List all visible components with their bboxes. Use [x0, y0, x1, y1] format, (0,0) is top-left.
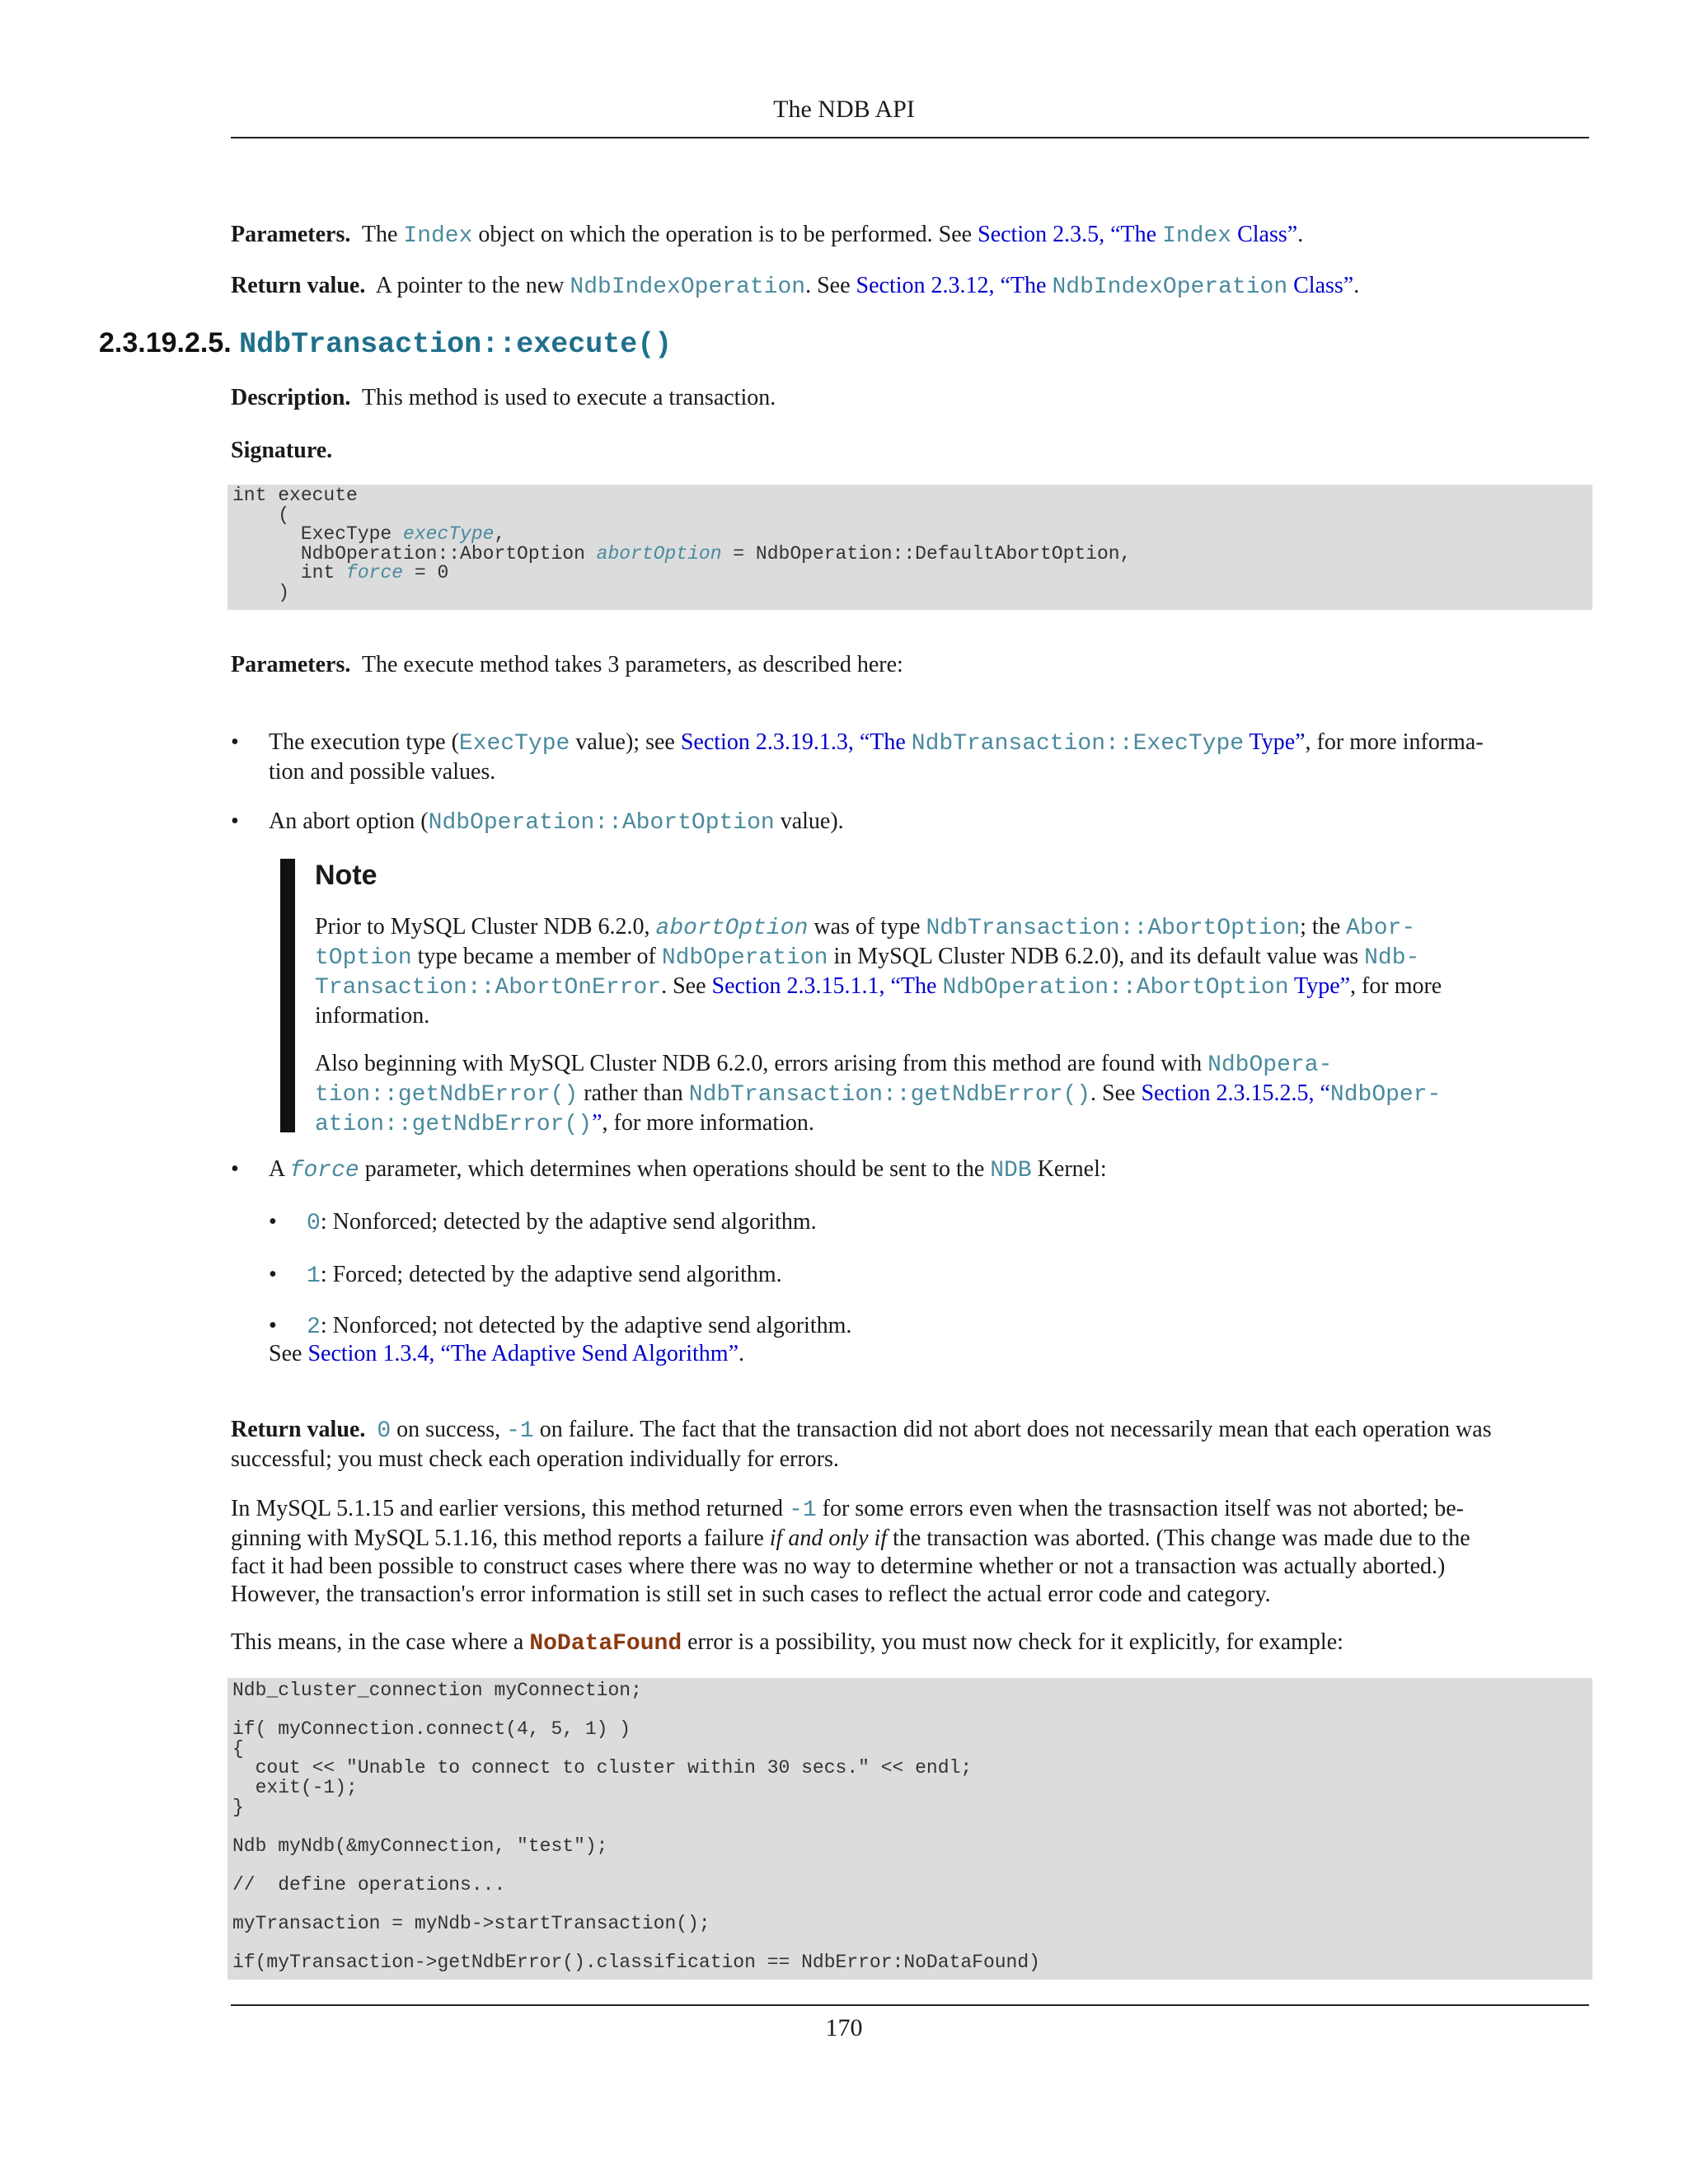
bullet-marker: • — [269, 1313, 277, 1338]
text: : Forced; detected by the adaptive send algorithm. — [320, 1262, 782, 1287]
section-number: 2.3.19.2.5. — [99, 327, 232, 359]
index-class-link[interactable] — [978, 222, 1297, 247]
text: : Nonforced; detected by the adaptive send algorithm. — [320, 1209, 817, 1235]
bullet-marker: • — [269, 1262, 277, 1287]
text: A — [269, 1156, 290, 1182]
text: , for more information. — [602, 1110, 814, 1136]
inline-code: abortOption — [655, 916, 809, 941]
text: parameter, which determines when operations should be sent to the — [359, 1156, 991, 1182]
inline-code: NdbOpera- — [1207, 1052, 1333, 1078]
inline-code: Index — [403, 223, 473, 249]
code-line — [232, 1856, 1587, 1876]
signature-code-block — [227, 485, 1592, 610]
link-text: Section 2.3.15.1.1, “The — [711, 973, 943, 999]
code-line — [232, 1896, 1587, 1915]
parameters-label: Parameters. — [231, 652, 351, 677]
ndbindexoperation-class-link[interactable] — [856, 273, 1354, 298]
text: Also beginning with MySQL Cluster NDB 6.2.0, errors arising from this method are found with — [315, 1051, 1208, 1076]
history-paragraph — [231, 1495, 1591, 1609]
inline-code: tOption — [315, 945, 412, 971]
text: tion and possible values. — [269, 759, 496, 785]
example-code-block — [227, 1678, 1592, 1980]
text: . — [1297, 222, 1304, 247]
getndberror-link[interactable] — [1141, 1080, 1441, 1106]
text: object on which the operation is to be performed. See — [472, 222, 978, 247]
emphasis: if and only if — [769, 1526, 888, 1551]
text: . See — [1090, 1080, 1142, 1106]
code-line: Ndb_cluster_connection myConnection; — [232, 1680, 642, 1701]
code-text: = 0 — [403, 562, 449, 584]
note-admonition — [280, 859, 1591, 1137]
parameters-text: The execute method takes 3 parameters, as described here: — [361, 652, 903, 677]
link-text: Class” — [1287, 273, 1354, 298]
link-code: NdbOper- — [1329, 1082, 1442, 1108]
getndberror-link-continued[interactable] — [315, 1110, 603, 1136]
inline-code: NoDataFound — [529, 1631, 682, 1657]
abortoption-type-link[interactable] — [712, 973, 1351, 999]
inline-code: NdbTransaction::AbortOption — [926, 916, 1301, 941]
parameters-label: Parameters. — [231, 222, 351, 247]
code-text: int — [232, 562, 347, 584]
code-line: ( — [232, 504, 290, 526]
text: In MySQL 5.1.15 and earlier versions, this method returned — [231, 1496, 790, 1521]
inline-code: NdbTransaction::getNdbError() — [688, 1082, 1091, 1108]
code-text: ExecType — [232, 523, 404, 546]
code-line: int execute — [232, 485, 358, 506]
link-code: ation::getNdbError() — [315, 1112, 593, 1137]
link-text: Type” — [1244, 729, 1306, 755]
code-line: if( myConnection.connect(4, 5, 1) ) — [232, 1718, 631, 1741]
link-text: Section 2.3.5, “The — [978, 222, 1163, 247]
text: fact it had been possible to construct cases where there was no way to determine whether or not a transaction was actually aborted.) — [231, 1554, 1446, 1579]
parameters-paragraph — [231, 651, 1591, 679]
link-code: NdbTransaction::ExecType — [911, 731, 1245, 757]
link-text: ” — [592, 1110, 603, 1136]
bullet-marker: • — [231, 808, 239, 834]
note-paragraph — [315, 1050, 1568, 1139]
list-item-text — [307, 1312, 1591, 1342]
list-item — [231, 729, 1591, 785]
inline-code: 1 — [307, 1263, 321, 1289]
text: value); see — [570, 729, 681, 755]
code-param: force — [346, 562, 404, 584]
inline-code: 2 — [307, 1315, 321, 1340]
text: ; the — [1300, 914, 1347, 940]
inline-code: force — [289, 1158, 359, 1183]
inline-code: Abor- — [1346, 916, 1416, 941]
text: for some errors even when the trasnsaction itself was not aborted; be- — [816, 1496, 1464, 1521]
link-text: Section 2.3.12, “The — [856, 273, 1053, 298]
code-line: { — [232, 1737, 244, 1760]
link-code: Index — [1162, 223, 1232, 249]
text: Prior to MySQL Cluster NDB 6.2.0, — [315, 914, 656, 940]
list-item-text — [307, 1208, 1591, 1238]
index-return-paragraph — [231, 272, 1591, 302]
code-text: , — [494, 523, 506, 546]
description-paragraph — [231, 384, 1591, 412]
text: See — [269, 1341, 308, 1366]
exectype-type-link[interactable] — [681, 729, 1306, 755]
inline-code: Ndb- — [1364, 945, 1420, 971]
text: , for more — [1350, 973, 1442, 999]
code-line — [232, 1817, 1587, 1837]
index-parameters-paragraph — [231, 221, 1591, 251]
bullet-marker: • — [231, 1156, 239, 1182]
inline-code: Transaction::AbortOnError — [315, 975, 662, 1001]
running-header: The NDB API — [773, 96, 915, 123]
note-title: Note — [315, 860, 377, 891]
link-code: NdbOperation::AbortOption — [942, 975, 1289, 1001]
signature-label-paragraph — [231, 437, 1591, 465]
code-line: myTransaction = myNdb->startTransaction(); — [232, 1913, 710, 1935]
code-text: = NdbOperation::DefaultAbortOption, — [721, 542, 1132, 565]
signature-label: Signature. — [231, 438, 333, 463]
link-text: Section 2.3.19.1.3, “The — [680, 729, 912, 755]
link-text: Type” — [1288, 973, 1351, 999]
code-line: if(myTransaction->getNdbError().classification == NdbError:NoDataFound) — [232, 1952, 1040, 1974]
code-text: NdbOperation::AbortOption — [232, 542, 597, 565]
text: . — [738, 1341, 745, 1366]
text: in MySQL Cluster NDB 6.2.0), and its default value was — [828, 944, 1365, 969]
description-text: This method is used to execute a transaction. — [361, 385, 776, 410]
link-code: NdbIndexOperation — [1052, 274, 1288, 300]
inline-code: 0 — [377, 1418, 392, 1444]
inline-code: -1 — [789, 1497, 817, 1523]
inline-code: 0 — [307, 1211, 321, 1236]
text: was of type — [808, 914, 926, 940]
code-line — [232, 1934, 1587, 1954]
link-text: Class” — [1231, 222, 1298, 247]
text: , for more informa- — [1305, 729, 1484, 755]
text: This means, in the case where a — [231, 1629, 530, 1655]
page-number: 170 — [825, 2014, 863, 2041]
text: value). — [774, 808, 844, 834]
text: The — [361, 222, 404, 247]
list-item-text — [269, 729, 1591, 786]
text: . — [1353, 273, 1360, 298]
code-line: // define operations... — [232, 1873, 506, 1896]
text: rather than — [578, 1080, 689, 1106]
code-line: Ndb myNdb(&myConnection, "test"); — [232, 1835, 608, 1857]
description-label: Description. — [231, 385, 351, 410]
text: A pointer to the new — [375, 273, 570, 298]
return-value-label: Return value. — [231, 1417, 366, 1442]
inline-code: tion::getNdbError() — [315, 1082, 579, 1108]
text: the transaction was aborted. (This change was made due to the — [887, 1526, 1470, 1551]
section-heading — [99, 326, 672, 361]
list-item-text — [307, 1261, 1591, 1291]
inline-code: NDB — [990, 1158, 1032, 1183]
text: information. — [315, 1003, 430, 1029]
text: Kernel: — [1031, 1156, 1107, 1182]
note-bar — [280, 859, 295, 1132]
list-item-text — [269, 1155, 1591, 1185]
section-title: NdbTransaction::execute() — [239, 328, 673, 361]
code-line: } — [232, 1796, 244, 1818]
see-also-line — [269, 1340, 1587, 1368]
text: on success, — [391, 1417, 507, 1442]
text: on failure. The fact that the transaction did not abort does not necessarily mean that each operation was — [533, 1417, 1492, 1442]
list-item-text — [269, 808, 1591, 837]
inline-code: NdbOperation::AbortOption — [428, 810, 775, 836]
bullet-marker: • — [231, 729, 239, 755]
bullet-marker: • — [269, 1209, 277, 1235]
inline-code: NdbOperation — [661, 945, 828, 971]
text: . See — [805, 273, 856, 298]
means-paragraph — [231, 1629, 1591, 1658]
text: successful; you must check each operation individually for errors. — [231, 1446, 839, 1472]
inline-code: ExecType — [458, 731, 570, 757]
code-param: execType — [403, 523, 495, 546]
footer-rule — [231, 2004, 1589, 2006]
inline-code: NdbIndexOperation — [570, 274, 806, 300]
code-line: cout << "Unable to connect to cluster within 30 secs." << endl; — [232, 1757, 973, 1779]
code-line: exit(-1); — [232, 1776, 358, 1798]
text: The execution type ( — [269, 729, 459, 755]
text: ginning with MySQL 5.1.16, this method reports a failure — [231, 1526, 770, 1551]
code-line — [232, 1701, 1587, 1721]
header-rule — [231, 137, 1589, 138]
code-line: ) — [232, 581, 290, 603]
text: type became a member of — [411, 944, 662, 969]
text: However, the transaction's error information is still set in such cases to reflect the actual error code and category. — [231, 1582, 1271, 1607]
adaptive-send-link[interactable]: Section 1.3.4, “The Adaptive Send Algorithm” — [307, 1341, 739, 1366]
text: error is a possibility, you must now check for it explicitly, for example: — [682, 1629, 1343, 1655]
return-value-label: Return value. — [231, 273, 366, 298]
note-paragraph — [315, 913, 1568, 1030]
text: An abort option ( — [269, 808, 429, 834]
text: . See — [661, 973, 712, 999]
inline-code: -1 — [506, 1418, 534, 1444]
return-value-paragraph — [231, 1416, 1591, 1474]
text: : Nonforced; not detected by the adaptive send algorithm. — [320, 1313, 852, 1338]
code-param: abortOption — [596, 542, 722, 565]
link-text: Section 2.3.15.2.5, “ — [1141, 1080, 1330, 1106]
